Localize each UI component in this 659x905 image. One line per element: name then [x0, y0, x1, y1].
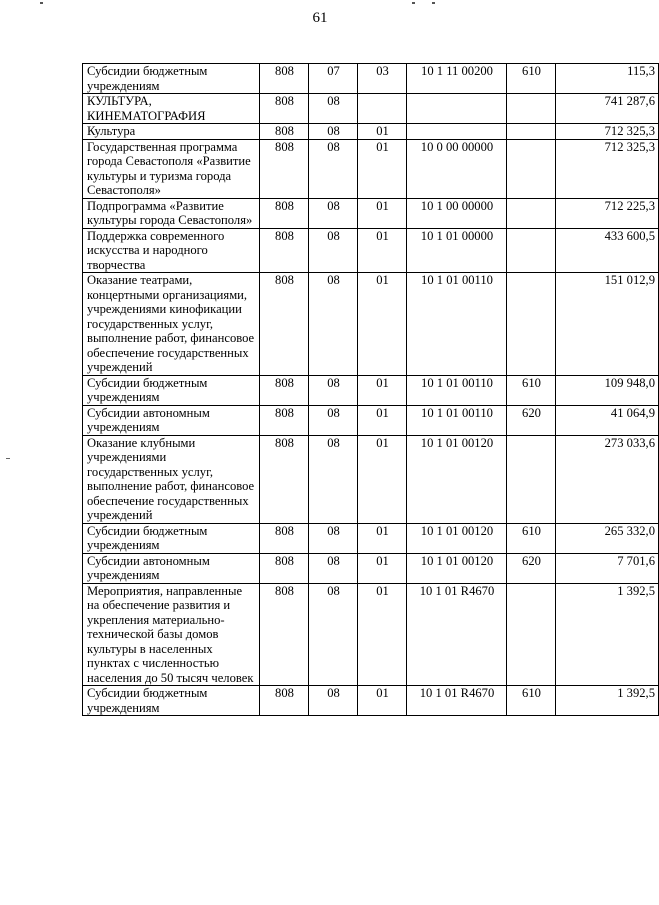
row-section-code: 08 [309, 273, 358, 376]
row-name: Подпрограмма «Развитие культуры города Севастополя» [83, 198, 260, 228]
row-target-code: 10 1 01 R4670 [407, 686, 507, 716]
row-section-code: 08 [309, 94, 358, 124]
row-subsection-code: 01 [358, 139, 407, 198]
row-subsection-code: 01 [358, 273, 407, 376]
row-ministry-code: 808 [260, 139, 309, 198]
row-section-code: 08 [309, 124, 358, 140]
table-row [83, 64, 659, 94]
row-name: Субсидии бюджетным учреждениям [83, 523, 260, 553]
table-row [83, 273, 659, 376]
row-ministry-code: 808 [260, 64, 309, 94]
table-row [83, 228, 659, 273]
row-ministry-code: 808 [260, 523, 309, 553]
row-amount: 712 325,3 [556, 139, 659, 198]
row-ministry-code: 808 [260, 375, 309, 405]
row-target-code: 10 1 01 00110 [407, 375, 507, 405]
row-name: Субсидии автономным учреждениям [83, 553, 260, 583]
row-expense-type: 620 [507, 405, 556, 435]
row-section-code: 08 [309, 553, 358, 583]
row-ministry-code: 808 [260, 273, 309, 376]
row-section-code: 08 [309, 375, 358, 405]
row-expense-type [507, 198, 556, 228]
row-subsection-code [358, 94, 407, 124]
row-subsection-code: 03 [358, 64, 407, 94]
row-ministry-code: 808 [260, 405, 309, 435]
budget-table [82, 63, 659, 716]
table-row [83, 686, 659, 716]
row-target-code: 10 1 01 00120 [407, 435, 507, 523]
row-section-code: 08 [309, 435, 358, 523]
row-ministry-code: 808 [260, 124, 309, 140]
row-subsection-code: 01 [358, 124, 407, 140]
row-ministry-code: 808 [260, 553, 309, 583]
row-name: Мероприятия, направленные на обеспечение развития и укрепления материально-технической базы домов культуры в населенных пунктах с численностью населения до 50 тысяч человек [83, 583, 260, 686]
table-row [83, 198, 659, 228]
row-amount: 1 392,5 [556, 583, 659, 686]
row-name: Субсидии бюджетным учреждениям [83, 375, 260, 405]
row-name: Субсидии бюджетным учреждениям [83, 64, 260, 94]
scan-mark [40, 2, 43, 4]
row-section-code: 08 [309, 583, 358, 686]
row-amount: 41 064,9 [556, 405, 659, 435]
row-name: Государственная программа города Севастополя «Развитие культуры и туризма города Севастополя» [83, 139, 260, 198]
row-amount: 265 332,0 [556, 523, 659, 553]
row-section-code: 08 [309, 405, 358, 435]
row-expense-type [507, 435, 556, 523]
row-amount: 712 225,3 [556, 198, 659, 228]
row-subsection-code: 01 [358, 375, 407, 405]
scan-mark [432, 2, 435, 4]
table-row [83, 124, 659, 140]
row-target-code: 10 1 01 00110 [407, 405, 507, 435]
row-target-code: 10 1 01 00120 [407, 523, 507, 553]
row-expense-type: 610 [507, 64, 556, 94]
row-target-code [407, 124, 507, 140]
row-target-code: 10 1 00 00000 [407, 198, 507, 228]
row-name: Культура [83, 124, 260, 140]
row-section-code: 07 [309, 64, 358, 94]
table-row [83, 139, 659, 198]
table-row [83, 435, 659, 523]
page-number: 61 [312, 10, 328, 26]
budget-table-body [83, 64, 659, 716]
table-row [83, 583, 659, 686]
row-section-code: 08 [309, 139, 358, 198]
table-row [83, 94, 659, 124]
row-section-code: 08 [309, 686, 358, 716]
row-subsection-code: 01 [358, 523, 407, 553]
row-subsection-code: 01 [358, 553, 407, 583]
row-expense-type [507, 94, 556, 124]
row-amount: 1 392,5 [556, 686, 659, 716]
row-amount: 109 948,0 [556, 375, 659, 405]
row-name: Оказание театрами, концертными организациями, учреждениями кинофикации государственных услуг, выполнение работ, финансовое обеспечение государственных учреждений [83, 273, 260, 376]
row-subsection-code: 01 [358, 583, 407, 686]
scan-mark [6, 458, 10, 459]
row-subsection-code: 01 [358, 686, 407, 716]
row-section-code: 08 [309, 228, 358, 273]
row-subsection-code: 01 [358, 435, 407, 523]
row-ministry-code: 808 [260, 198, 309, 228]
row-target-code: 10 1 11 00200 [407, 64, 507, 94]
table-row [83, 523, 659, 553]
row-expense-type: 610 [507, 375, 556, 405]
row-name: КУЛЬТУРА, КИНЕМАТОГРАФИЯ [83, 94, 260, 124]
row-amount: 741 287,6 [556, 94, 659, 124]
row-target-code: 10 1 01 00000 [407, 228, 507, 273]
row-amount: 273 033,6 [556, 435, 659, 523]
row-amount: 7 701,6 [556, 553, 659, 583]
row-name: Поддержка современного искусства и народного творчества [83, 228, 260, 273]
row-expense-type: 620 [507, 553, 556, 583]
row-amount: 151 012,9 [556, 273, 659, 376]
row-ministry-code: 808 [260, 94, 309, 124]
row-ministry-code: 808 [260, 686, 309, 716]
row-target-code: 10 0 00 00000 [407, 139, 507, 198]
row-subsection-code: 01 [358, 228, 407, 273]
row-target-code: 10 1 01 00120 [407, 553, 507, 583]
row-ministry-code: 808 [260, 228, 309, 273]
row-expense-type: 610 [507, 523, 556, 553]
row-name: Субсидии бюджетным учреждениям [83, 686, 260, 716]
row-section-code: 08 [309, 198, 358, 228]
row-target-code: 10 1 01 R4670 [407, 583, 507, 686]
row-ministry-code: 808 [260, 435, 309, 523]
row-target-code [407, 94, 507, 124]
row-expense-type [507, 139, 556, 198]
table-row [83, 405, 659, 435]
row-target-code: 10 1 01 00110 [407, 273, 507, 376]
row-section-code: 08 [309, 523, 358, 553]
row-expense-type [507, 273, 556, 376]
row-name: Оказание клубными учреждениями государственных услуг, выполнение работ, финансовое обеспечение государственных учреждений [83, 435, 260, 523]
row-expense-type: 610 [507, 686, 556, 716]
row-ministry-code: 808 [260, 583, 309, 686]
row-expense-type [507, 124, 556, 140]
table-row [83, 375, 659, 405]
row-amount: 712 325,3 [556, 124, 659, 140]
scan-mark [412, 2, 415, 4]
row-expense-type [507, 583, 556, 686]
row-amount: 115,3 [556, 64, 659, 94]
row-name: Субсидии автономным учреждениям [83, 405, 260, 435]
row-subsection-code: 01 [358, 405, 407, 435]
table-row [83, 553, 659, 583]
row-expense-type [507, 228, 556, 273]
row-subsection-code: 01 [358, 198, 407, 228]
row-amount: 433 600,5 [556, 228, 659, 273]
